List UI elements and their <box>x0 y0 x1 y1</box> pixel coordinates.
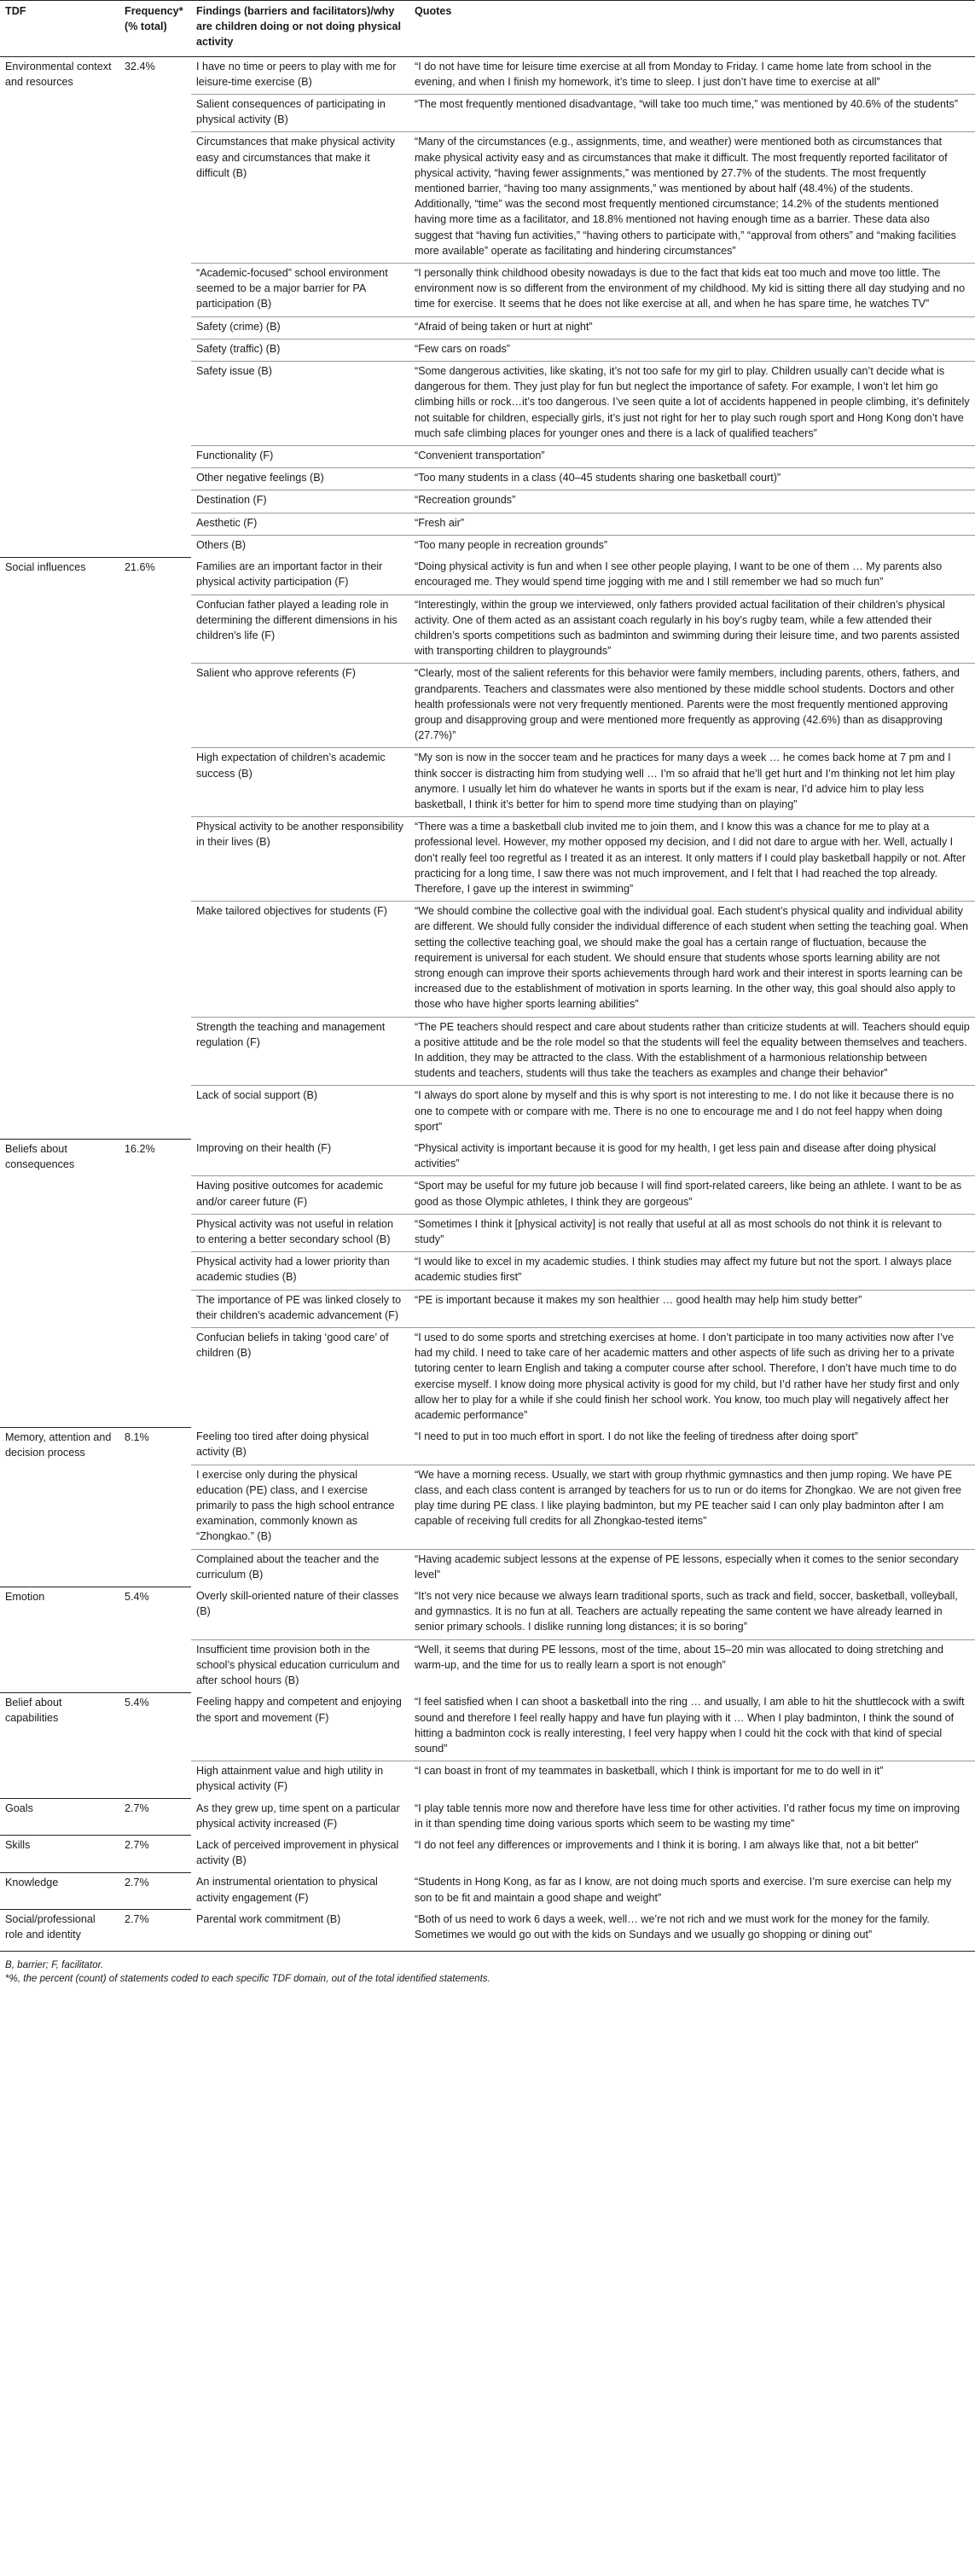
quote-cell: “Fresh air” <box>409 513 975 535</box>
finding-cell: Lack of perceived improvement in physical activity (B) <box>196 1838 399 1867</box>
quote-cell: “I personally think childhood obesity nowadays is due to the fact that kids eat too much and move too little. The environment now is so different from the environment of my childhood. My kid is sitting there all day studying and no time for exercise. It seems that he does not like exercise at all, and when he has spare time, he watches TV” <box>409 264 975 317</box>
finding-cell: Others (B) <box>191 535 409 557</box>
frequency-cell: 2.7% <box>119 1910 191 1947</box>
quote-cell: “We should combine the collective goal with the individual goal. Each student’s physical quality and individual ability are different. We should fully consider the individual difference of each student when setting the teaching goal. When setting the collective teaching goal, we should make the goal has a certain range of fluctuation, because the requirement is universal for each student. We should ensure that students whose sports learning ability are not strong enough can improve their sports achievements through hard work and their interest in sports learning can be increased due to the establishment of motivation in sports learning. In the other way, this goal should also apply to those who have higher sports learning abilities” <box>409 902 975 1017</box>
quote-cell: “We have a morning recess. Usually, we start with group rhythmic gymnastics and then jump roping. We have PE class, and each class content is arranged by teachers for us to run or do items for Zhongkao. We are not given free play time during PE class. I like playing badminton, but my PE teacher said I can only play badminton after I am capable of receiving full credits for all Zhongkao-tested items” <box>409 1465 975 1549</box>
quote-cell: “Many of the circumstances (e.g., assignments, time, and weather) were mentioned both as circumstances that make physical activity easy and as circumstances that make it difficult. The most frequently reported facilitator of physical activity, “having fewer assignments,” was mentioned by 27.7% of the students. The most frequently mentioned barrier, “having too many assignments,” was mentioned by about half (48.4%) of the students. Additionally, “time” was the second most frequently mentioned circumstance; 14.2% of the students mentioned having more time as a facilitator, and 18.8% mentioned not having enough time as a barrier. These data also suggest that “having fun activities,” “having others to participate with,” “approval from others” and “making facilities more available” operate as facilitating and hindering circumstances” <box>409 132 975 264</box>
quote-cell: “I used to do some sports and stretching exercises at home. I don’t participate in too many activities now after I’ve had my child. I need to take care of her academic matters and other aspects of life such as driving her to a private tutoring center to learn English and taking a computer course after school. Therefore, I don’t have much time to do exercise myself. I know doing more physical activity is good for my child, but I’d rather have her study first and only allow her to play for a while if she could finish her school work. You know, too much play will negatively affect her academic performance” <box>409 1328 975 1428</box>
quote-cell: “My son is now in the soccer team and he practices for many days a week … he comes back home at 7 pm and I think soccer is distracting him from studying well … I’m so afraid that he’ll get hurt and I’m thinking not let him play anymore. I usually let him do whatever he wants in sports but if the exam is near, I’d advice him to play less basketball, I think it’s better for him to spend more time studying than on playing” <box>409 748 975 817</box>
tdf-domain-cell: Skills <box>0 1836 119 1872</box>
finding-cell: High attainment value and high utility in physical activity (F) <box>191 1761 409 1799</box>
finding-cell: Having positive outcomes for academic and/or career future (F) <box>191 1176 409 1214</box>
frequency-cell: 32.4% <box>119 56 191 557</box>
frequency-cell: 21.6% <box>119 557 191 1139</box>
table-header <box>0 1 975 57</box>
finding-cell: Lack of social support (B) <box>191 1086 409 1139</box>
finding-cell: The importance of PE was linked closely to their children’s academic advancement (F) <box>191 1290 409 1327</box>
finding-cell: Functionality (F) <box>191 446 409 468</box>
quote-cell: “It’s not very nice because we always learn traditional sports, such as track and field, soccer, basketball, volleyball, and gymnastics. It is no fun at all. Teachers are actually repeating the same content we have already learned in senior primary schools. I dislike running long distances; it is so boring” <box>415 1590 958 1633</box>
frequency-cell: 2.7% <box>119 1799 191 1836</box>
tdf-domain-cell: Knowledge <box>0 1872 119 1909</box>
header-tdf: TDF <box>0 1 119 57</box>
quote-cell: “Convenient transportation” <box>409 446 975 468</box>
table-row <box>0 1139 975 1176</box>
finding-cell: Feeling too tired after doing physical activity (B) <box>196 1430 369 1459</box>
tdf-domain-cell: Social influences <box>0 557 119 1139</box>
quote-cell: “Well, it seems that during PE lessons, most of the time, about 15–20 min was allocated to doing stretching and warm-up, and the time for us to really learn a sport is not enough” <box>409 1639 975 1692</box>
finding-cell: Destination (F) <box>191 490 409 513</box>
tdf-domain-cell: Social/professional role and identity <box>0 1910 119 1947</box>
tdf-domain-cell: Goals <box>0 1799 119 1836</box>
quote-cell: “The most frequently mentioned disadvantage, “will take too much time,” was mentioned by 40.6% of the students” <box>409 95 975 132</box>
quote-cell: “I need to put in too much effort in sport. I do not like the feeling of tiredness after doing sport” <box>415 1430 858 1443</box>
quote-cell: “Sport may be useful for my future job because I will find sport-related careers, like being an athlete. I want to be as good as those Olympic athletes, I think they are gorgeous” <box>409 1176 975 1214</box>
quote-cell: “Some dangerous activities, like skating, it’s not too safe for my girl to play. Children usually can’t decide what is dangerous for them. They just play for fun but neglect the importance of safety. For example, I won’t let him go climbing hills or rock…it’s too dangerous. I’ve seen quite a lot of accidents happened in people climbing, it’s definitely not suitable for children, especially girls, it’s just not right for her to play such rough sport and Hong Kong don’t have much safe climbing places for younger ones and there is a lack of qualified teachers” <box>409 362 975 446</box>
finding-cell: Physical activity had a lower priority than academic studies (B) <box>191 1252 409 1290</box>
header-quotes: Quotes <box>409 1 975 57</box>
header-frequency: Frequency* (% total) <box>119 1 191 57</box>
quote-cell: “I always do sport alone by myself and this is why sport is not interesting to me. I do not like it because there is no one to compete with or compare with me. There is no one to encourage me and I do not feel happy when doing sport” <box>409 1086 975 1139</box>
quote-cell: “Having academic subject lessons at the expense of PE lessons, especially when it comes to the senior secondary level” <box>409 1549 975 1587</box>
frequency-cell: 2.7% <box>119 1872 191 1909</box>
quote-cell: “I do not have time for leisure time exercise at all from Monday to Friday. I came home late from school in the evening, and when I finish my homework, it’s time to sleep. I just don’t have time to exercise at all” <box>415 60 931 88</box>
finding-cell: Confucian father played a leading role in determining the different dimensions in his children’s life (F) <box>191 595 409 664</box>
header-row <box>0 1 975 57</box>
finding-cell: Confucian beliefs in taking ‘good care’ of children (B) <box>191 1328 409 1428</box>
quote-cell: “Interestingly, within the group we interviewed, only fathers provided actual facilitation of their children’s physical activity. One of them acted as an assistant coach regularly in his boy’s rugby team, while a few attended their children’s sports competitions such as badminton and swimming during their leisure time, and two parents assisted with transporting children to playgrounds” <box>409 595 975 664</box>
quote-cell: “Doing physical activity is fun and when I see other people playing, I want to be one of them … My parents also encouraged me. They would spend time jogging with me and I still remember we had so much fun” <box>415 560 943 589</box>
finding-cell: I have no time or peers to play with me for leisure-time exercise (B) <box>196 60 397 88</box>
header-findings: Findings (barriers and facilitators)/why are children doing or not doing physical activity <box>191 1 409 57</box>
frequency-cell: 8.1% <box>119 1427 191 1587</box>
finding-cell: Other negative feelings (B) <box>191 468 409 490</box>
finding-cell: High expectation of children’s academic success (B) <box>191 748 409 817</box>
finding-cell: Parental work commitment (B) <box>196 1912 341 1925</box>
quote-cell: “I can boast in front of my teammates in basketball, which I think is important for me to do well in it” <box>409 1761 975 1799</box>
finding-cell: Feeling happy and competent and enjoying the sport and movement (F) <box>196 1696 402 1724</box>
finding-cell: Improving on their health (F) <box>196 1142 332 1154</box>
quote-cell: “Sometimes I think it [physical activity] is not really that useful at all as most schools do not think it is relevant to study” <box>409 1214 975 1251</box>
table-row <box>0 56 975 94</box>
tdf-domain-cell: Beliefs about consequences <box>0 1139 119 1427</box>
table-row <box>0 1836 975 1872</box>
quote-cell: “Too many students in a class (40–45 students sharing one basketball court)” <box>409 468 975 490</box>
quote-cell: “Too many people in recreation grounds” <box>409 535 975 557</box>
table-row <box>0 1799 975 1836</box>
table-row <box>0 1587 975 1639</box>
table-row <box>0 1910 975 1947</box>
frequency-cell: 5.4% <box>119 1692 191 1798</box>
table-row <box>0 557 975 595</box>
tdf-domain-cell: Memory, attention and decision process <box>0 1427 119 1587</box>
frequency-cell: 16.2% <box>119 1139 191 1427</box>
tdf-domain-cell: Emotion <box>0 1587 119 1692</box>
table-footnotes <box>0 1951 975 1991</box>
finding-cell: Make tailored objectives for students (F) <box>191 902 409 1017</box>
finding-cell: Complained about the teacher and the curriculum (B) <box>191 1549 409 1587</box>
finding-cell: Strength the teaching and management regulation (F) <box>191 1017 409 1086</box>
table-row <box>0 1692 975 1761</box>
quote-cell: “PE is important because it makes my son healthier … good health may help him study better” <box>409 1290 975 1327</box>
finding-cell: Overly skill-oriented nature of their classes (B) <box>196 1590 399 1618</box>
finding-cell: Circumstances that make physical activity easy and circumstances that make it difficult (B) <box>191 132 409 264</box>
quote-cell: “Recreation grounds” <box>409 490 975 513</box>
quote-cell: “Physical activity is important because it is good for my health, I get less pain and disease after doing physical activities” <box>415 1142 937 1170</box>
finding-cell: Salient consequences of participating in physical activity (B) <box>191 95 409 132</box>
finding-cell: Families are an important factor in their physical activity participation (F) <box>196 560 383 589</box>
quote-cell: “I would like to excel in my academic studies. I think studies may affect my future but not the sport. I always place academic studies first” <box>409 1252 975 1290</box>
footnote-frequency-note: *%, the percent (count) of statements coded to each specific TDF domain, out of the total identified statements. <box>5 1972 490 1984</box>
finding-cell: Salient who approve referents (F) <box>191 664 409 748</box>
finding-cell: As they grew up, time spent on a particular physical activity increased (F) <box>196 1801 400 1830</box>
footnote-legend: B, barrier; F, facilitator. <box>5 1958 104 1970</box>
finding-cell: An instrumental orientation to physical activity engagement (F) <box>196 1876 378 1904</box>
quote-cell: “Afraid of being taken or hurt at night” <box>409 316 975 339</box>
finding-cell: Insufficient time provision both in the school’s physical education curriculum and after school hours (B) <box>191 1639 409 1692</box>
quote-cell: “Clearly, most of the salient referents for this behavior were family members, including parents, others, fathers, and grandparents. Teachers and classmates were also mentioned by these middle school students. Doctors and other health professionals were not very frequently mentioned. Parents were the most frequently mentioned approving group and disapproving group and were mentioned more frequently as approving (42.6%) than as disapproving (27.7%)” <box>409 664 975 748</box>
finding-cell: Safety (traffic) (B) <box>191 339 409 361</box>
finding-cell: I exercise only during the physical education (PE) class, and I exercise primarily to pass the high school entrance examination, commonly known as “Zhongkao.” (B) <box>191 1465 409 1549</box>
finding-cell: Aesthetic (F) <box>191 513 409 535</box>
quote-cell: “Students in Hong Kong, as far as I know, are not doing much sports and exercise. I’m sure exercise can help my son to be fit and maintain a good shape and weight” <box>415 1876 952 1904</box>
finding-cell: Physical activity to be another responsibility in their lives (B) <box>191 817 409 902</box>
quote-cell: “I feel satisfied when I can shoot a basketball into the ring … and usually, I am able to hit the shuttlecock with a swift sound and therefore I feel really happy and have fun playing with it … When I play badminton, I think the sound of hitting a badminton cock is really interesting, I feel very happy when I could hit the cock with that kind of special sound” <box>415 1696 965 1755</box>
quote-cell: “I do not feel any differences or improvements and I think it is boring. I am always like that, not a bit better” <box>415 1838 919 1851</box>
table-row <box>0 1872 975 1909</box>
quote-cell: “Few cars on roads” <box>409 339 975 361</box>
finding-cell: Safety (crime) (B) <box>191 316 409 339</box>
quote-cell: “Both of us need to work 6 days a week, well… we’re not rich and we must work for the money for the family. Sometimes we would go out with the kids on Sundays and we usually go shopping or dining out” <box>415 1912 930 1941</box>
finding-cell: Physical activity was not useful in relation to entering a better secondary school (B) <box>191 1214 409 1251</box>
tdf-domain-cell: Belief about capabilities <box>0 1692 119 1798</box>
quote-cell: “I play table tennis more now and therefore have less time for other activities. I’d rather focus my time on improving in it than spending time doing various sports which seem to be wasting my time” <box>415 1801 960 1830</box>
quote-cell: “There was a time a basketball club invited me to join them, and I know this was a chance for me to play at a professional level. However, my mother opposed my decision, and I did not dare to argue with her. Well, actually I don’t really feel too regretful as I treated it as an interest. It only matters if I could play basketball happily or not. After practicing for a long time, I saw there was not much improvement, and I felt that I had reached the top already. Therefore, I gave up the interest in swimming” <box>409 817 975 902</box>
table-row <box>0 1427 975 1465</box>
frequency-cell: 2.7% <box>119 1836 191 1872</box>
tdf-domain-cell: Environmental context and resources <box>0 56 119 557</box>
quote-cell: “The PE teachers should respect and care about students rather than criticize students at will. Teachers should equip a positive attitude and be the role model so that the students will feel the equality between themselves and teachers. In addition, they may be attracted to the class. With the establishment of a harmonious relationship between students and teachers, students will thus take the teachers as examples and change their behavior” <box>409 1017 975 1086</box>
finding-cell: “Academic-focused” school environment seemed to be a major barrier for PA participation (B) <box>191 264 409 317</box>
finding-cell: Safety issue (B) <box>191 362 409 446</box>
frequency-cell: 5.4% <box>119 1587 191 1692</box>
table-body <box>0 56 975 1947</box>
